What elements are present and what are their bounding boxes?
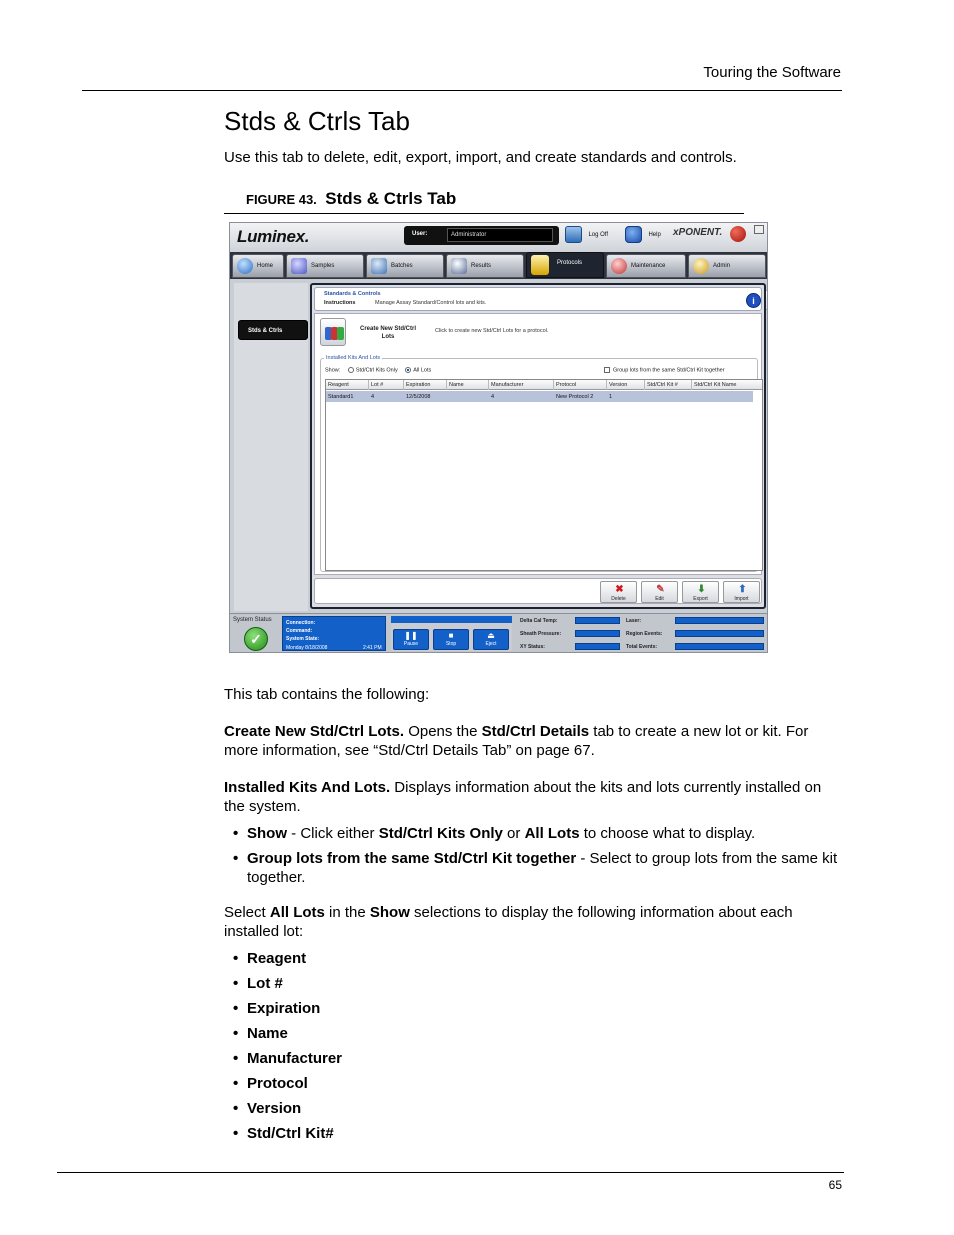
content-area — [314, 313, 762, 575]
create-term: Create New Std/Ctrl Lots. — [224, 723, 405, 740]
logoff-icon — [565, 226, 582, 243]
column-separator — [446, 380, 447, 390]
field-name: Reagent — [247, 950, 307, 967]
lots-table — [325, 379, 763, 571]
select-text-3: selections to display the following information about each installed lot: — [224, 904, 793, 940]
home-icon — [237, 258, 253, 274]
running-head: Touring the Software — [703, 64, 841, 81]
cell-version: 1 — [609, 394, 613, 400]
bottom-rule — [57, 1172, 844, 1173]
bullet-dot: • — [233, 1100, 239, 1117]
results-icon — [451, 258, 467, 274]
stds-ctrls-subtab-button[interactable]: Stds & Ctrls — [238, 320, 308, 340]
laser-label: Laser: — [626, 618, 642, 624]
create-label-line2: Lots — [381, 334, 395, 340]
status-date: Monday 8/18/2008 — [286, 645, 328, 651]
command-label: Command: — [286, 628, 313, 634]
sheath-pressure-bar — [575, 630, 620, 637]
instructions-label: Instructions — [324, 300, 356, 306]
field-name: Version — [247, 1100, 302, 1117]
tab-label: Admin — [713, 263, 731, 269]
installed-term: Installed Kits And Lots. — [224, 779, 391, 796]
user-field[interactable]: Administrator — [447, 228, 553, 242]
bullet-dot: • — [233, 1000, 239, 1017]
create-lots-label — [353, 325, 423, 341]
region-events-bar — [675, 630, 764, 637]
column-separator — [368, 380, 369, 390]
pause-icon: ❚❚ — [404, 631, 418, 640]
total-events-bar — [675, 643, 764, 650]
connection-label: Connection: — [286, 620, 316, 626]
eject-button[interactable] — [473, 629, 509, 650]
bullet-dot: • — [233, 825, 239, 842]
protocols-icon — [531, 255, 549, 275]
show-text-2: or — [502, 825, 525, 842]
cell-lot: 4 — [371, 394, 375, 400]
bullet-dot: • — [233, 1025, 239, 1042]
user-label: User: — [412, 231, 428, 237]
logoff-label: Log Off — [588, 231, 609, 238]
column-separator — [606, 380, 607, 390]
bullet-dot: • — [233, 950, 239, 967]
installed-text: Displays information about the kits and lots currently installed on the system. — [224, 779, 822, 815]
cell-protocol: New Protocol 2 — [556, 394, 594, 400]
tab-label: Samples — [311, 263, 335, 269]
stop-label: Stop — [445, 641, 457, 647]
delta-cal-temp-bar — [575, 617, 620, 624]
group-lots-row — [604, 367, 725, 373]
field-bullet — [233, 1049, 843, 1068]
delete-button[interactable] — [600, 581, 637, 603]
field-name: Protocol — [247, 1075, 308, 1092]
samples-icon — [291, 258, 307, 274]
show-label: Show: — [325, 367, 341, 374]
page-title: Stds & Ctrls Tab — [224, 106, 410, 136]
column-header[interactable]: Expiration — [406, 382, 431, 388]
field-name: Expiration — [247, 1000, 321, 1017]
group-lots-checkbox[interactable] — [604, 367, 610, 373]
column-separator — [691, 380, 692, 390]
installed-kits-legend: Installed Kits And Lots — [326, 355, 381, 361]
bullet-text — [247, 824, 843, 843]
region-events-label: Region Events: — [626, 631, 663, 637]
field-bullet — [233, 1124, 843, 1143]
select-text-2: in the — [324, 904, 370, 921]
import-icon: ⬆ — [738, 584, 747, 595]
status-ok-icon: ✓ — [244, 627, 268, 651]
field-name: Lot # — [247, 975, 283, 992]
create-paragraph — [224, 722, 844, 760]
instructions-text: Manage Assay Standard/Control lots and kits. — [375, 300, 487, 306]
status-light-icon — [730, 226, 746, 242]
create-lots-description: Click to create new Std/Ctrl Lots for a protocol. — [435, 328, 549, 334]
figure-label: FIGURE 43. — [246, 192, 317, 207]
group-term: Group lots from the same Std/Ctrl Kit together — [247, 850, 577, 867]
table-header — [326, 380, 762, 390]
page-number: 65 — [828, 1178, 842, 1192]
edit-button[interactable] — [641, 581, 678, 603]
progress-bar — [391, 616, 512, 623]
field-name: Manufacturer — [247, 1050, 343, 1067]
create-bold: Std/Ctrl Details — [481, 723, 590, 740]
main-nav — [230, 252, 768, 279]
select-bold-2: Show — [369, 904, 410, 921]
field-bullet — [233, 1074, 843, 1093]
instructions-box — [314, 287, 762, 311]
export-label: Export — [693, 596, 708, 602]
show-bullet — [233, 824, 843, 843]
column-header[interactable]: Protocol — [556, 382, 577, 388]
bullet-dot: • — [233, 1050, 239, 1067]
eject-icon: ⏏ — [487, 631, 495, 640]
column-separator — [488, 380, 489, 390]
vial-icon — [337, 327, 344, 340]
contains-paragraph: This tab contains the following: — [224, 686, 430, 703]
status-bar — [230, 613, 768, 653]
bullet-text — [247, 849, 843, 887]
maintenance-icon — [611, 258, 627, 274]
column-separator — [403, 380, 404, 390]
column-header[interactable]: Std/Ctrl Kit Name — [694, 382, 737, 388]
export-button[interactable] — [682, 581, 719, 603]
column-header[interactable]: Manufacturer — [491, 382, 524, 388]
tab-protocols[interactable] — [526, 252, 604, 278]
cell-expiration: 12/5/2008 — [406, 394, 431, 400]
column-separator — [553, 380, 554, 390]
field-bullet — [233, 949, 843, 968]
bullet-dot: • — [233, 1125, 239, 1142]
admin-icon — [693, 258, 709, 274]
figure-caption — [246, 189, 456, 209]
create-text-1: Opens the — [404, 723, 482, 740]
create-text-2: tab to create a new lot or kit. For more information, see “Std/Ctrl Details Tab” on page 67. — [224, 723, 809, 759]
tab-samples[interactable] — [286, 254, 364, 278]
figure-title: Stds & Ctrls Tab — [325, 189, 457, 208]
xy-status-bar — [575, 643, 620, 650]
create-lots-button[interactable] — [320, 318, 346, 346]
delete-label: Delete — [611, 596, 626, 602]
luminex-logo: Luminex. — [237, 227, 310, 246]
tab-batches[interactable] — [366, 254, 444, 278]
main-panel — [310, 283, 766, 609]
radio-all-lots[interactable] — [405, 367, 411, 373]
laser-bar — [675, 617, 764, 624]
show-opt1: Std/Ctrl Kits Only — [378, 825, 503, 842]
select-bold-1: All Lots — [269, 904, 325, 921]
tab-label: Maintenance — [631, 263, 666, 269]
help-button[interactable] — [625, 226, 661, 246]
tab-admin[interactable] — [688, 254, 766, 278]
connection-box — [282, 616, 386, 651]
column-header[interactable]: Lot # — [371, 382, 384, 388]
field-name: Std/Ctrl Kit# — [247, 1125, 334, 1142]
field-bullet — [233, 1024, 843, 1043]
tab-results[interactable] — [446, 254, 524, 278]
run-controls — [391, 616, 512, 651]
create-label-line1: Create New Std/Ctrl — [359, 326, 416, 332]
top-rule — [82, 90, 842, 91]
tab-label: Protocols — [557, 260, 583, 266]
logoff-button[interactable] — [565, 226, 608, 246]
stop-button[interactable] — [433, 629, 469, 650]
tab-maintenance[interactable] — [606, 254, 686, 278]
field-bullet — [233, 974, 843, 993]
section-title: Standards & Controls — [324, 291, 381, 297]
column-header[interactable]: Name — [449, 382, 464, 388]
import-label: Import — [734, 596, 749, 602]
edit-label: Edit — [655, 596, 664, 602]
cell-reagent: Standard1 — [328, 394, 354, 400]
show-opt2: All Lots — [524, 825, 580, 842]
help-label: Help — [648, 231, 661, 238]
delta-cal-temp-label: Delta Cal Temp: — [520, 618, 558, 624]
info-icon[interactable]: i — [746, 293, 761, 308]
status-time: 2:41 PM — [363, 645, 382, 651]
column-header[interactable]: Version — [609, 382, 628, 388]
column-separator — [644, 380, 645, 390]
app-screenshot — [229, 222, 768, 653]
import-button[interactable] — [723, 581, 760, 603]
delete-icon: ✖ — [615, 584, 624, 595]
cell-manufacturer: 4 — [491, 394, 495, 400]
group-text: - Select to group lots from the same kit together. — [247, 850, 838, 886]
pause-button[interactable] — [393, 629, 429, 650]
system-status-label: System Status — [233, 617, 272, 623]
field-bullet — [233, 999, 843, 1018]
installed-paragraph — [224, 778, 844, 816]
stop-icon: ■ — [448, 631, 454, 640]
eject-label: Eject — [485, 641, 497, 647]
pause-label: Pause — [403, 641, 419, 647]
edit-icon: ✎ — [656, 584, 665, 595]
xponent-brand: xPONENT. — [673, 227, 723, 238]
column-header[interactable]: Std/Ctrl Kit # — [647, 382, 678, 388]
export-icon: ⬇ — [697, 584, 706, 595]
radio-kits-only-label: Std/Ctrl Kits Only — [355, 367, 398, 374]
user-box — [404, 226, 559, 245]
bullet-dot: • — [233, 975, 239, 992]
field-name: Name — [247, 1025, 288, 1042]
total-events-label: Total Events: — [626, 644, 658, 650]
left-panel — [234, 283, 308, 611]
tab-home[interactable] — [232, 254, 284, 278]
intro-paragraph: Use this tab to delete, edit, export, import, and create standards and controls. — [224, 149, 737, 166]
window-button[interactable] — [754, 225, 764, 234]
batches-icon — [371, 258, 387, 274]
show-term: Show — [247, 825, 287, 842]
help-icon — [625, 226, 642, 243]
installed-kits-group — [320, 355, 758, 572]
radio-kits-only[interactable] — [348, 367, 354, 373]
column-header[interactable]: Reagent — [328, 382, 349, 388]
radio-all-lots-label: All Lots — [413, 367, 432, 374]
action-bar — [314, 578, 762, 604]
show-row — [325, 367, 431, 373]
tab-label: Batches — [391, 263, 413, 269]
figure-rule — [224, 213, 744, 214]
field-bullet — [233, 1099, 843, 1118]
select-paragraph — [224, 903, 844, 941]
bullet-dot: • — [233, 850, 239, 867]
tab-label: Results — [471, 263, 492, 269]
bullet-dot: • — [233, 1075, 239, 1092]
table-row[interactable] — [326, 391, 753, 402]
show-text-1: - Click either — [287, 825, 379, 842]
group-lots-label: Group lots from the same Std/Ctrl Kit together — [613, 367, 725, 374]
sheath-pressure-label: Sheath Pressure: — [520, 631, 562, 637]
app-top-bar — [230, 223, 768, 252]
tab-label: Home — [257, 263, 274, 269]
select-text-1: Select — [224, 904, 270, 921]
system-state-label: System State: — [286, 636, 320, 642]
group-bullet — [233, 849, 843, 887]
xy-status-label: XY Status: — [520, 644, 545, 650]
show-text-3: to choose what to display. — [579, 825, 756, 842]
